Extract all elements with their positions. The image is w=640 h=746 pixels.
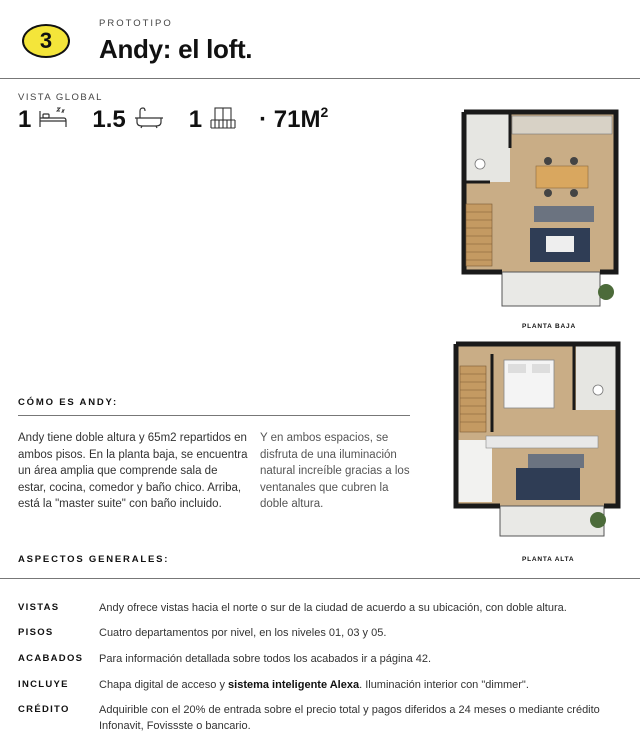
floor-plan-upper — [452, 340, 622, 540]
lower-chair-1 — [544, 157, 552, 165]
spec-text-part: Chapa digital de acceso y — [99, 679, 229, 691]
spec-label: CRÉDITO — [18, 704, 70, 715]
upper-pillow-1 — [508, 364, 526, 373]
page-title: Andy: el loft. — [99, 34, 253, 64]
about-right-text: Y en ambos espacios, se disfruta de una iluminación natural increíble gracias a los ventanales que cubren la doble altura. — [260, 432, 410, 510]
balconies-count: 1 — [188, 106, 203, 133]
spec-text-part: . Iluminación interior con "dimmer". — [359, 679, 529, 691]
spec-row-vistas — [0, 597, 640, 621]
lower-dining-table — [536, 166, 588, 188]
bathtub-icon — [133, 107, 165, 134]
spec-text: Adquirible con el 20% de entrada sobre el precio total y pagos diferidos a 24 meses o mediante crédito Infonavit, Fovissste o bancario. — [99, 704, 600, 732]
lower-kitchen-counter — [512, 116, 612, 134]
spec-row-incluye — [0, 674, 640, 698]
spec-label: VISTAS — [18, 602, 60, 613]
bed-icon — [38, 107, 68, 134]
prototype-label: PROTOTIPO — [99, 18, 173, 29]
spec-text: Cuatro departamentos por nivel, en los niveles 01, 03 y 05. — [99, 627, 387, 639]
upper-balcony — [500, 506, 604, 536]
upper-sofa — [528, 454, 584, 468]
area-number: · 71M — [259, 106, 321, 133]
lower-plan-caption: PLANTA BAJA — [522, 323, 576, 330]
general-divider — [0, 578, 640, 579]
lower-sofa — [534, 206, 594, 222]
upper-void — [458, 440, 492, 502]
overview-label: VISTA GLOBAL — [18, 92, 103, 103]
upper-plan-caption: PLANTA ALTA — [522, 556, 575, 563]
lower-tile-area — [464, 112, 510, 182]
upper-toilet — [593, 385, 603, 395]
lower-toilet — [475, 159, 485, 169]
lower-chair-3 — [544, 189, 552, 197]
lower-stairs — [466, 204, 492, 266]
spec-text — [99, 677, 629, 693]
upper-pillow-2 — [532, 364, 550, 373]
area-value — [259, 106, 328, 134]
spec-label: PISOS — [18, 627, 54, 638]
lower-chair-4 — [570, 189, 578, 197]
about-left-text: Andy tiene doble altura y 65m2 repartidos en ambos pisos. En la planta baja, se encuentra un área amplia que comprende sala de estar, cocina, comedor y baño chico. Arriba, está la "master suite" con baño incluido. — [18, 432, 248, 510]
upper-desk — [486, 436, 598, 448]
spec-row-credito — [0, 699, 640, 739]
prototype-number-badge — [22, 24, 70, 58]
spec-row-pisos — [0, 622, 640, 646]
spec-text: Andy ofrece vistas hacia el norte o sur de la ciudad de acuerdo a su ubicación, con doble altura. — [99, 602, 567, 614]
overview-stats — [18, 106, 328, 134]
about-divider — [18, 415, 410, 416]
lower-chair-2 — [570, 157, 578, 165]
spec-label: INCLUYE — [18, 679, 69, 690]
lower-plant — [598, 284, 614, 300]
spec-text: Para información detallada sobre todos los acabados ir a página 42. — [99, 653, 432, 665]
floor-plan-lower — [460, 108, 620, 310]
upper-bath-area — [576, 346, 616, 410]
lower-balcony — [502, 272, 600, 306]
about-title: CÓMO ES ANDY: — [18, 397, 118, 408]
spec-text-highlight: sistema inteligente Alexa — [228, 679, 360, 691]
prototype-number: 3 — [39, 28, 53, 53]
spec-row-acabados — [0, 648, 640, 672]
balcony-icon — [209, 107, 237, 134]
lower-coffee-table — [546, 236, 574, 252]
upper-rug — [516, 468, 580, 500]
spec-label: ACABADOS — [18, 653, 84, 664]
bathrooms-count: 1.5 — [92, 106, 126, 133]
general-title: ASPECTOS GENERALES: — [18, 554, 170, 565]
header-divider — [0, 78, 640, 79]
area-exponent: 2 — [320, 104, 329, 120]
upper-plant — [590, 512, 606, 528]
bedrooms-count: 1 — [18, 106, 32, 133]
